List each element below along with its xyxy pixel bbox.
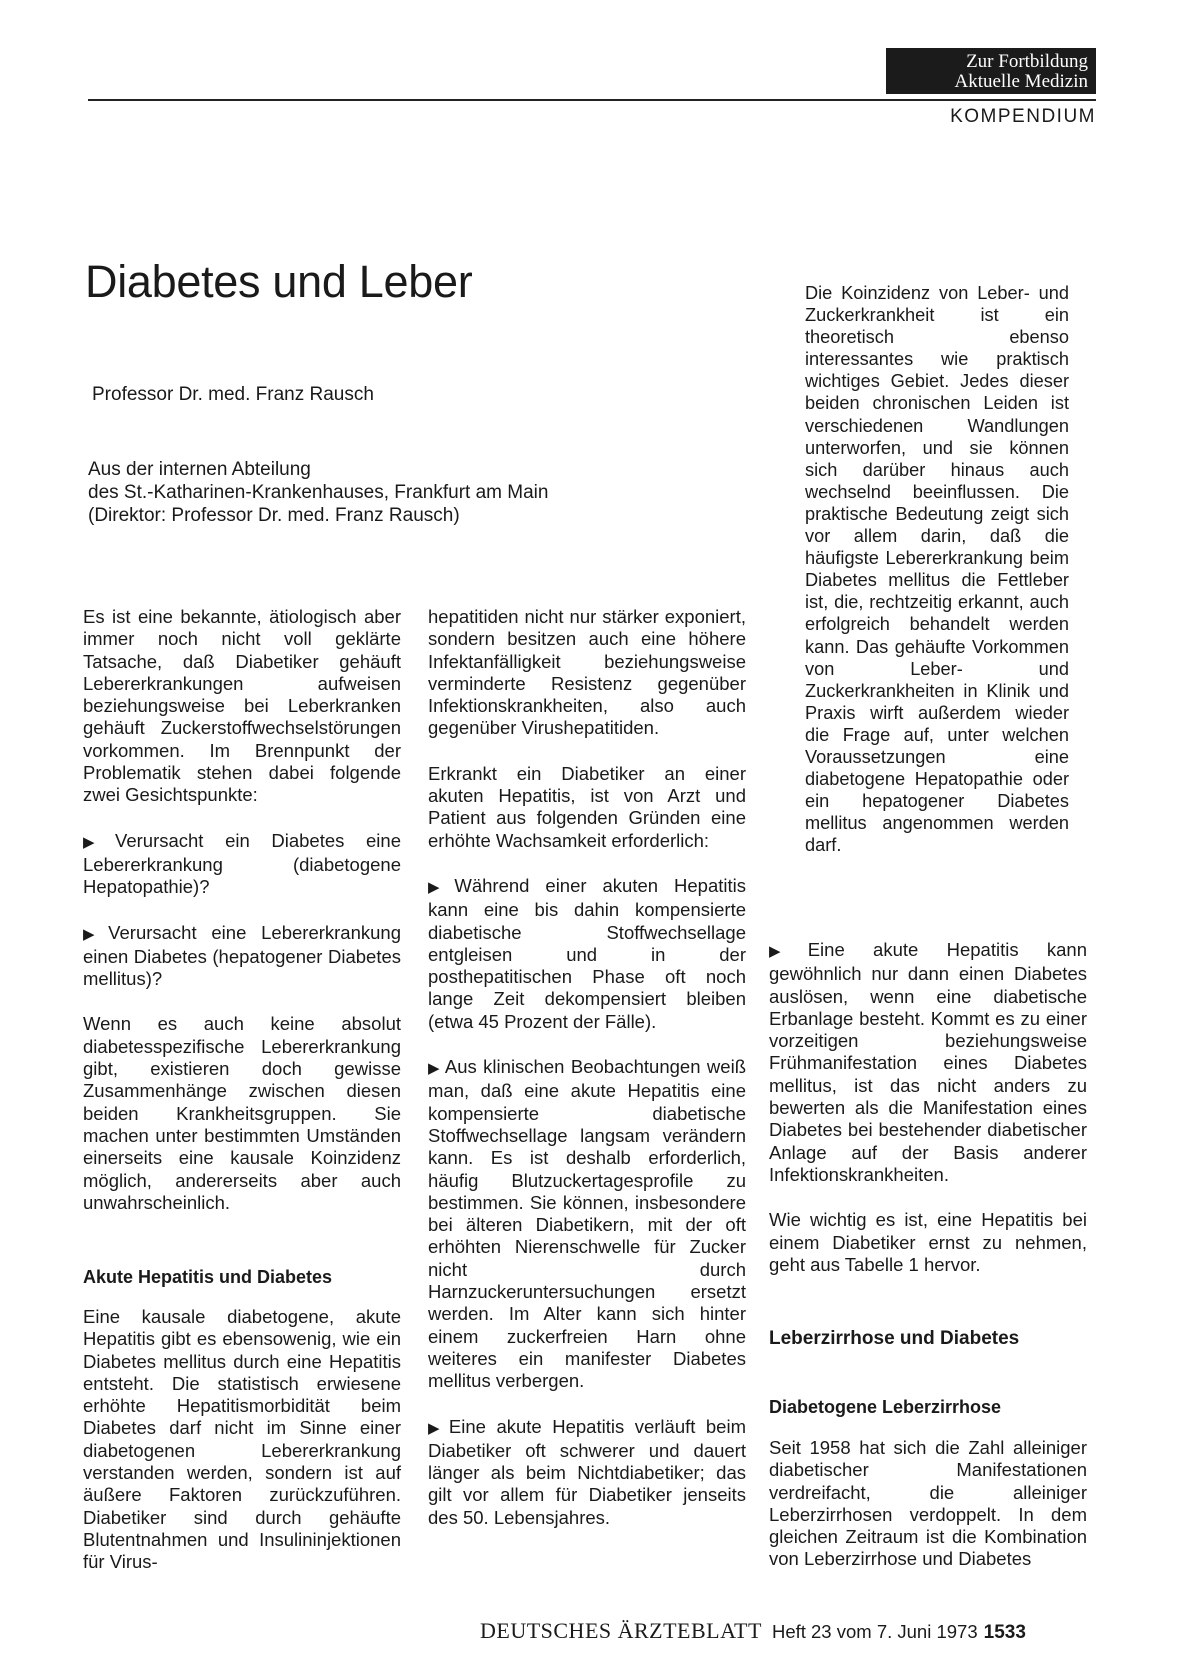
section-heading-cirrhosis: Leberzirrhose und Diabetes: [769, 1328, 1020, 1349]
bullet-text: Eine akute Hepatitis verläuft beim Diabetiker oft schwerer und dauert länger als beim Nichtdiabetiker; das gilt vor allem für Diabetiker jenseits des 50. Lebensjahres.: [428, 1415, 746, 1528]
bullet-text: Verursacht ein Diabetes eine Lebererkrankung (diabetogene Hepatopathie)?: [83, 829, 401, 898]
triangle-bullet-icon: ▶: [83, 833, 112, 851]
bullet-text: Während einer akuten Hepatitis kann eine bis dahin kompensierte diabetische Stoffwechsellage entgleisen und in der posthepatitischen Phase oft noch lange Zeit dekompensiert bleiben (etwa 45 Prozent der Fälle).: [428, 874, 746, 1032]
column-3: [769, 939, 1087, 1276]
issue-info: Heft 23 vom 7. Juni 1973: [771, 1621, 978, 1642]
affiliation-line: (Direktor: Professor Dr. med. Franz Rausch): [88, 505, 460, 526]
affiliation: [88, 458, 548, 527]
triangle-bullet-icon: ▶: [428, 1419, 445, 1437]
abstract-text: Die Koinzidenz von Leber- und Zuckerkrankheit ist ein theoretisch ebenso interessantes wie praktisch wichtiges Gebiet. Jedes dieser beiden chronischen Leiden ist verschiedenen Wandlungen unterworfen, und sie können sich darüber hinaus auch wechselnd beeinflussen. Die praktische Bedeutung zeigt sich vor allem darin, daß die häufigste Lebererkrankung beim Diabetes mellitus die Fettleber ist, die, rechtzeitig erkannt, auch erfolgreich behandelt werden kann. Das gehäufte Vorkommen von Leber- und Zuckerkrankheiten in Klinik und Praxis wirft außerdem wieder die Frage auf, unter welchen Voraussetzungen eine diabetogene Hepatopathie oder ein hepatogener Diabetes mellitus angenommen werden darf.: [805, 283, 1069, 856]
paragraph: Erkrankt ein Diabetiker an einer akuten Hepatitis, ist von Arzt und Patient aus folgenden Gründen eine erhöhte Wachsamkeit erforderlich:: [428, 762, 746, 851]
column-1: [83, 606, 401, 1214]
badge-line-1: Zur Fortbildung: [966, 51, 1088, 72]
bullet-item: [428, 875, 746, 1033]
column-2: [428, 606, 746, 1529]
paragraph: hepatitiden nicht nur stärker exponiert, sondern besitzen auch eine höhere Infektanfälligkeit beziehungsweise verminderte Resistenz gegenüber Infektionskrankheiten, also auch gegenüber Virushepatitiden.: [428, 606, 746, 739]
bullet-item: [83, 922, 401, 991]
column-3-continued: [769, 1437, 1087, 1571]
journal-name: DEUTSCHES ÄRZTEBLATT: [480, 1618, 762, 1643]
author-line: Professor Dr. med. Franz Rausch: [92, 384, 374, 405]
triangle-bullet-icon: ▶: [428, 878, 451, 896]
bullet-text: Aus klinischen Beobachtungen weiß man, daß eine akute Hepatitis eine kompensierte diabetische Stoffwechsellage langsam verändern kann. Es ist deshalb erforderlich, häufig Blutzuckertagesprofile zu bestimmen. Sie können, insbesondere bei älteren Diabetikern, mit der oft erhöhten Nierenschwelle für Zucker nicht durch Harnzuckeruntersuchungen ersetzt werden. Im Alter kann sich hinter einem zuckerfreien Harn ohne weiteres ein manifester Diabetes mellitus verbergen.: [428, 1056, 746, 1392]
page-footer: [480, 1618, 1026, 1644]
paragraph: Es ist eine bekannte, ätiologisch aber immer noch nicht voll geklärte Tatsache, daß Diabetiker gehäuft Lebererkrankungen aufweisen beziehungsweise bei Leberkranken gehäuft Zuckerstoffwechselstörungen vorkommen. Im Brennpunkt der Problematik stehen dabei folgende zwei Gesichtspunkte:: [83, 606, 401, 806]
section-heading-acute-hepatitis: Akute Hepatitis und Diabetes: [83, 1267, 333, 1287]
bullet-text: Verursacht eine Lebererkrankung einen Diabetes (hepatogener Diabetes mellitus)?: [83, 921, 401, 990]
affiliation-line: Aus der internen Abteilung: [88, 459, 311, 480]
bullet-item: [428, 1416, 746, 1529]
article-title: Diabetes und Leber: [85, 256, 473, 307]
badge-line-2: Aktuelle Medizin: [954, 71, 1088, 92]
triangle-bullet-icon: ▶: [83, 925, 105, 943]
bullet-item: [83, 830, 401, 899]
header-rule: [88, 99, 1096, 101]
triangle-bullet-icon: ▶: [769, 943, 804, 960]
category-badge: [886, 48, 1096, 94]
affiliation-line: des St.-Katharinen-Krankenhauses, Frankfurt am Main: [88, 482, 549, 503]
triangle-bullet-icon: ▶: [428, 1060, 441, 1078]
paragraph: Wenn es auch keine absolut diabetesspezifische Lebererkrankung gibt, existieren doch gewisse Zusammenhänge zwischen diesen beiden Krankheitsgruppen. Sie machen unter bestimmten Umständen einerseits eine kausale Koinzidenz möglich, andererseits aber auch unwahrscheinlich.: [83, 1013, 401, 1213]
paragraph: Seit 1958 hat sich die Zahl alleiniger diabetischer Manifestationen verdreifacht, die alleiniger Leberzirrhosen verdoppelt. In dem gleichen Zeitraum ist die Kombination von Leberzirrhose und Diabetes: [769, 1437, 1087, 1570]
paragraph: Eine kausale diabetogene, akute Hepatitis gibt es ebensowenig, wie ein Diabetes mellitus durch eine Hepatitis entsteht. Die statistisch erwiesene erhöhte Hepatitismorbidität beim Diabetes darf nicht im Sinne einer diabetogenen Lebererkrankung verstanden werden, sondern ist auf äußere Faktoren zurückzuführen. Diabetiker sind durch gehäufte Blutentnahmen und Insulininjektionen für Virus-: [83, 1306, 401, 1573]
column-1-continued: [83, 1306, 401, 1574]
abstract: [805, 282, 1069, 856]
bullet-item: [769, 939, 1087, 1186]
page-number: 1533: [983, 1622, 1026, 1643]
subsection-heading-diabetogenic-cirrhosis: Diabetogene Leberzirrhose: [769, 1397, 1002, 1417]
bullet-text: Eine akute Hepatitis kann gewöhnlich nur dann einen Diabetes auslösen, wenn eine diabetische Erbanlage besteht. Kommt es zu einer vorzeitigen beziehungsweise Frühmanifestation eines Diabetes mellitus, ist das nicht anders zu bewerten als die Manifestation eines Diabetes bei bestehender diabetischer Anlage auf der Basis anderer Infektionskrankheiten.: [769, 939, 1087, 1185]
bullet-item: [428, 1056, 746, 1392]
paragraph: Wie wichtig es ist, eine Hepatitis bei einem Diabetiker ernst zu nehmen, geht aus Tabelle 1 hervor.: [769, 1209, 1087, 1275]
section-label: KOMPENDIUM: [950, 106, 1096, 127]
